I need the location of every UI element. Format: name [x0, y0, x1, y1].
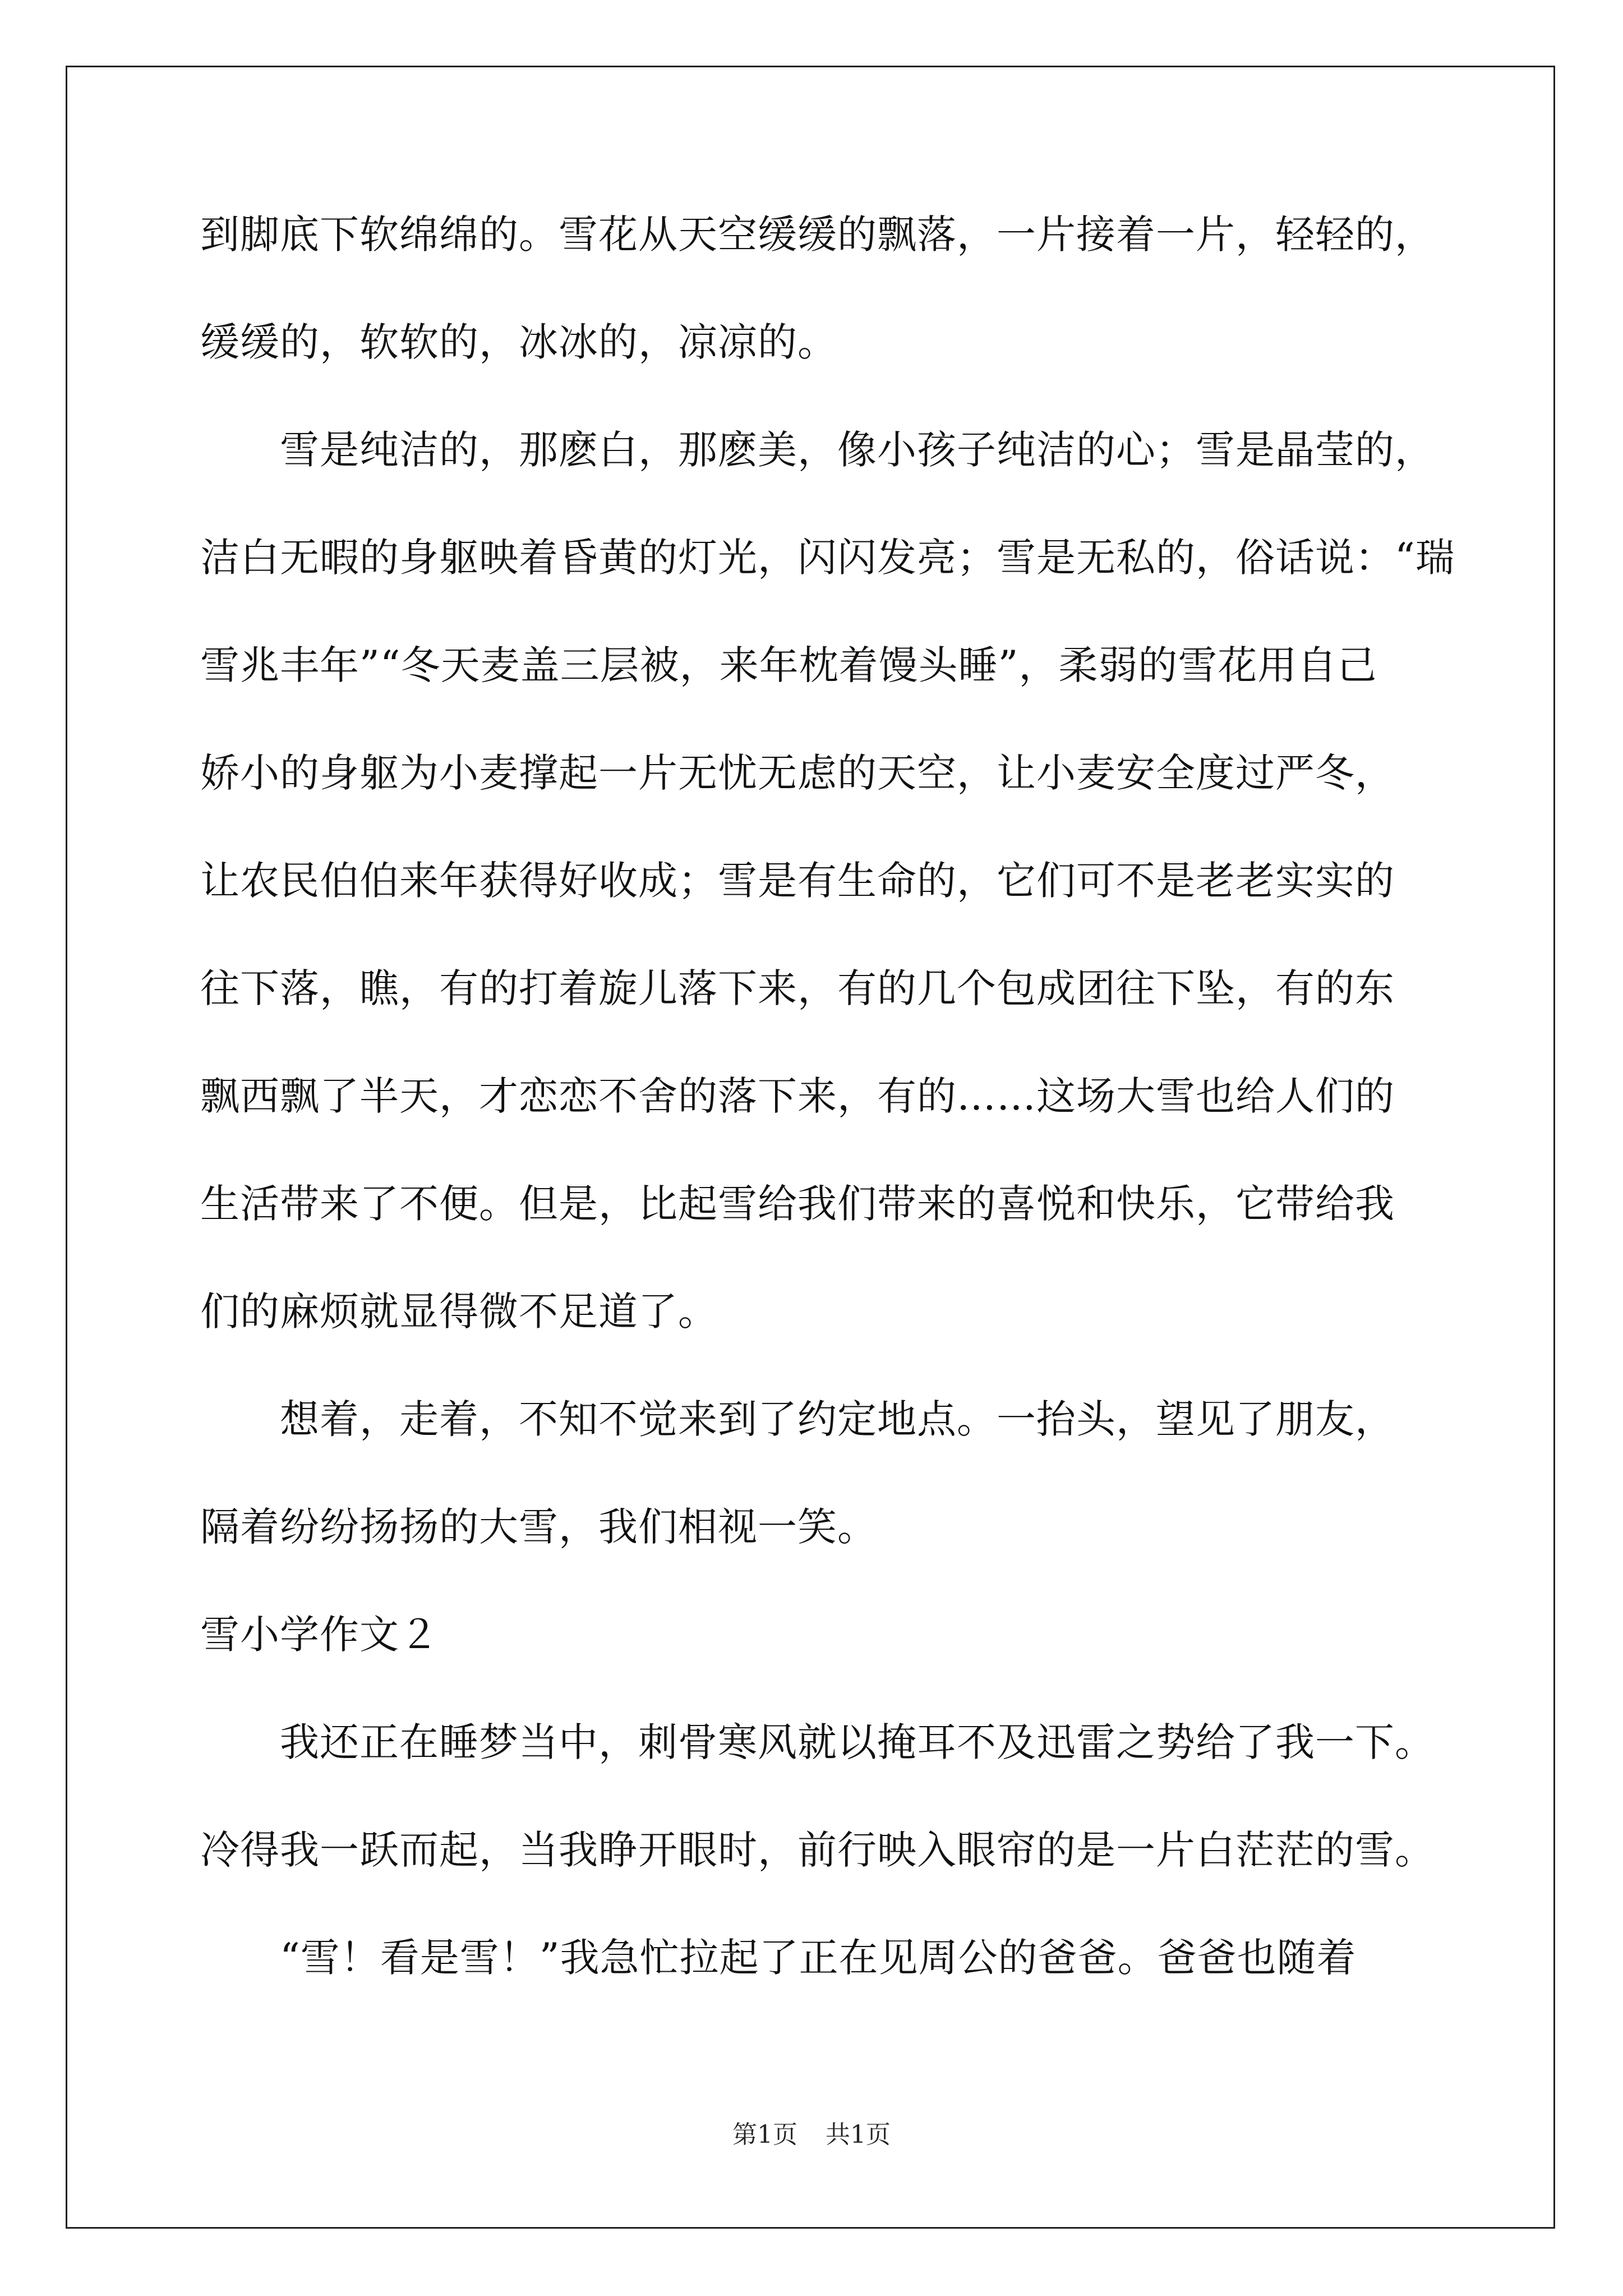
text-line: 到脚底下软绵绵的。雪花从天空缓缓的飘落，一片接着一片，轻轻的，	[200, 211, 1435, 257]
page-number-current: 第1页	[732, 2120, 797, 2149]
text-line: 我还正在睡梦当中，刺骨寒风就以掩耳不及迅雷之势给了我一下。	[200, 1719, 1435, 1765]
page-footer	[0, 2119, 1623, 2151]
page-number-total: 共1页	[826, 2120, 891, 2149]
text-line: 飘西飘了半天，才恋恋不舍的落下来，有的……这场大雪也给人们的	[200, 1073, 1395, 1119]
text-line: 娇小的身躯为小麦撑起一片无忧无虑的天空，让小麦安全度过严冬，	[200, 750, 1395, 796]
text-line: 想着，走着，不知不觉来到了约定地点。一抬头，望见了朋友，	[200, 1396, 1395, 1442]
text-line: 缓缓的，软软的，冰冰的，凉凉的。	[200, 319, 837, 365]
text-line: 让农民伯伯来年获得好收成；雪是有生命的，它们可不是老老实实的	[200, 858, 1395, 904]
text-line: 们的麻烦就显得微不足道了。	[200, 1289, 718, 1335]
text-line: 隔着纷纷扬扬的大雪，我们相视一笑。	[200, 1504, 877, 1550]
text-line: 雪是纯洁的，那麽白，那麽美，像小孩子纯洁的心；雪是晶莹的，	[200, 427, 1435, 473]
text-line: 雪兆丰年”“冬天麦盖三层被，来年枕着馒头睡”，柔弱的雪花用自己	[200, 642, 1377, 688]
page-border	[66, 66, 1555, 2229]
section-heading: 雪小学作文２	[200, 1612, 439, 1658]
text-line: 洁白无暇的身躯映着昏黄的灯光，闪闪发亮；雪是无私的，俗话说：“瑞	[200, 535, 1455, 581]
text-line: “雪！看是雪！”我急忙拉起了正在见周公的爸爸。爸爸也随着	[200, 1935, 1357, 1981]
text-line: 冷得我一跃而起，当我睁开眼时，前行映入眼帘的是一片白茫茫的雪。	[200, 1827, 1435, 1873]
text-line: 往下落，瞧，有的打着旋儿落下来，有的几个包成团往下坠，有的东	[200, 965, 1395, 1011]
text-line: 生活带来了不便。但是，比起雪给我们带来的喜悦和快乐，它带给我	[200, 1181, 1395, 1227]
